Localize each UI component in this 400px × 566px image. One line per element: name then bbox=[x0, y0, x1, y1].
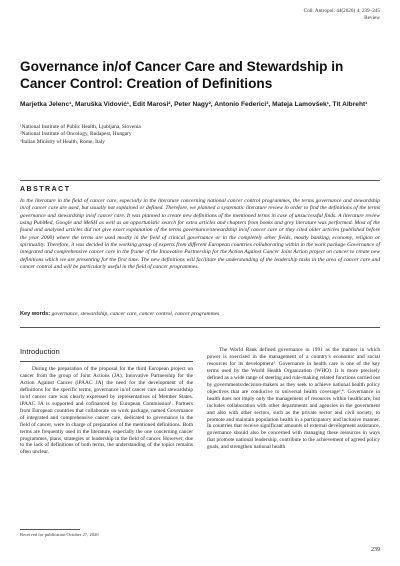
abstract-text: In the literature in the field of cancer care, especially in the literature concerning national cancer control programmes, the terms governance and stewardship in/of cancer care are used, but usually not explained or defined. Therefore, we planned a systematic literature review in order to find the definitions of the terms governance and stewardship in/of cancer care. It was planned to create new definitions of the mentioned terms in case of unsuccessful finds. A literature review using PubMed, Google and MeSH as well as an opportunistic search for extra articles and chapters from books and grey literature was performed. Most of the found and analysed articles did not give exact explanation of the terms governance/stewardship in/of cancer care or they cited older articles (published before the year 2000) where the terms are used mostly in the field of clinical governance or in the completely other fields, mostly banking, economy, religion or spirituality. Therefore, it was decided in the working group of experts from different European countries collaborating within in the work package Governance of integrated and comprehensive cancer care in the frame of the Innovative Partnership for the Action Against Cancer Joint Action project on cancer to create new definitions which we are presenting for the first time. The new definitions will facilitate the understanding of the leadership tasks in the area of cancer care and cancer control and will be particularly useful in the field of cancer programmes. bbox=[20, 198, 380, 271]
introduction-paragraph-right: The World Bank defined governance in 1991 as the manner in which power is exercised in the management of a country's economic and social resources for its development². Governance in health care is one of the key terms used by the World Health Organization (WHO). It is more precisely defined as a wide range of steering and rule-making related functions carried out by governments/decision-makers as they seek to achieve national health policy objectives that are conducive to universal health coverage³,⁴. Governance in health does not imply only the management of resources within healthcare, but includes collaboration with other departments and agencies in the government and also with other sectors, such as the private sector and civil society, to promote and maintain population health in a participatory and inclusive manner. In countries that receive significant amounts of external development assistance, governance should also be concerned with managing these resources in ways that promote national leadership, contribute to the achievement of agreed policy goals, and strengthen national health bbox=[207, 347, 380, 451]
introduction-paragraph-left: During the preparation of the proposal for the third European project on cancer from the group of Joint Actions (JA), Innovative Partnership for the Action Against Cancer (iPAAC JA) the need for the development of the definitions for the specific terms, governance in/of cancer care and stewardship in/of cancer care was clearly expressed by representatives of Member States. iPAAC JA is supported and cofinanced by European Commission¹. Partners from European countries that collaborate on work package, named Governance of integrated and comprehensive cancer care, dedicated to governance in the field of cancer, were in charge of preparation of the mentioned definitions. Both terms are frequently used in the literature, especially the one concerning cancer programmes, plans, strategies or leadership in the field of cancer. However, due to the lack of definitions of both terms, the understanding of the topics remains often unclear. bbox=[20, 366, 193, 456]
abstract-bottom-rule bbox=[20, 327, 380, 328]
journal-header bbox=[304, 8, 380, 22]
keywords-text: governance, stewardship, cancer care, cancer control, cancer programmes bbox=[51, 311, 220, 317]
right-column bbox=[207, 347, 380, 451]
affiliation-item: ³Italian Ministry of Health, Rome, Italy bbox=[20, 138, 106, 145]
left-column bbox=[20, 347, 193, 456]
section-heading-rule bbox=[20, 361, 193, 362]
abstract-top-rule bbox=[20, 180, 380, 181]
section-heading-introduction: Introduction bbox=[20, 347, 60, 356]
keywords bbox=[20, 311, 380, 318]
journal-citation: Coll. Antropol. 44(2020) 4: 239–245 bbox=[303, 8, 380, 14]
affiliation-item: ²National Institute of Oncology, Budapest, Hungary bbox=[20, 131, 132, 138]
keywords-label: Key words: bbox=[20, 311, 51, 317]
received-date-footnote: Received for publication October 27, 2020 bbox=[20, 532, 99, 537]
affiliation-item: ¹National Institute of Public Health, Ljubljana, Slovenia bbox=[20, 124, 141, 130]
author-list: Marjetka Jelenc¹, Maruška Vidović¹, Edit Marosi², Peter Nagy², Antonio Federici³, Mateja Lamovšek¹, Tit Albreht¹ bbox=[20, 101, 368, 108]
abstract-heading: ABSTRACT bbox=[20, 186, 71, 193]
footnote-rule bbox=[20, 529, 80, 530]
affiliations bbox=[20, 124, 380, 146]
article-title: Governance in/of Cancer Care and Stewardship in Cancer Control: Creation of Definitions bbox=[20, 59, 344, 91]
article-type: Review bbox=[364, 15, 380, 21]
page-number: 239 bbox=[371, 547, 380, 553]
